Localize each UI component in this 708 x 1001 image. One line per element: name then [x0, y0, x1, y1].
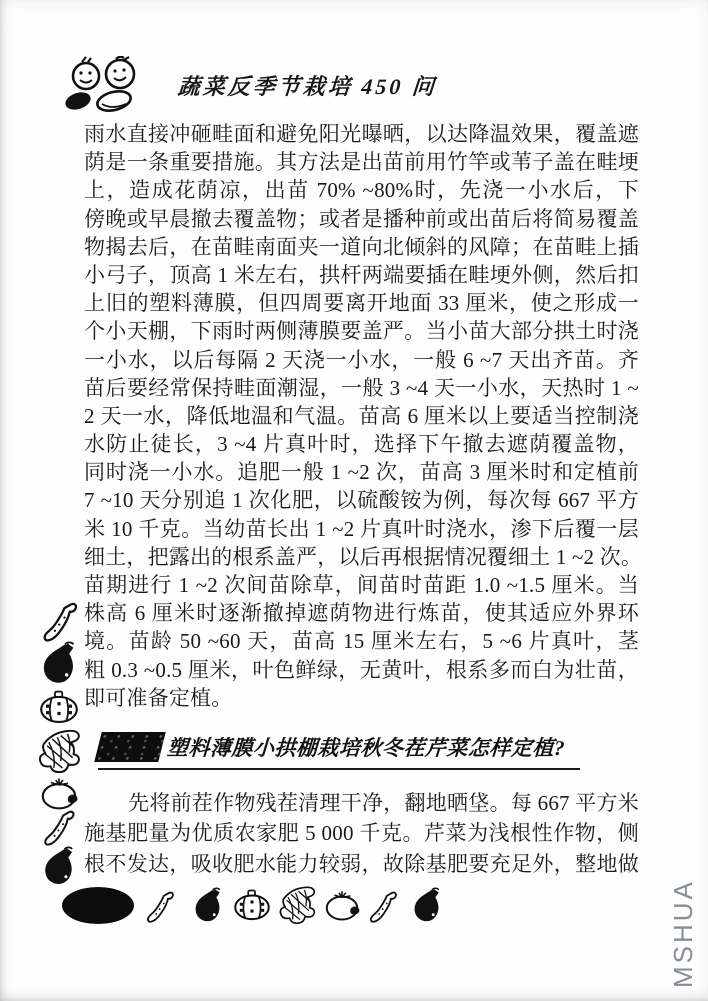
body-paragraph-1	[84, 120, 643, 712]
pumpkin-icon	[34, 690, 84, 724]
cucumber-icon	[40, 810, 80, 846]
cartoon-vegetable-faces-icon	[58, 56, 158, 114]
cucumber-icon	[138, 891, 184, 923]
text-line: 2 天一水，降低地温和气温。苗高 6 厘米以上要适当控制浇	[84, 403, 639, 428]
text-line: 7 ~10 天分别追 1 次化肥，以硫酸铵为例，每次每 667 平方	[84, 488, 639, 513]
text-line: 水防止徒长，3 ~4 片真叶时，选择下午撤去遮荫覆盖物，	[84, 432, 639, 457]
leaf-bundle-icon	[272, 884, 322, 924]
eggplant-icon	[36, 641, 82, 685]
eggplant-icon	[406, 887, 448, 923]
text-line: 施基肥量为优质农家肥 5 000 千克。芹菜为浅根性作物，侧	[84, 821, 639, 846]
text-line: 粗 0.3 ~0.5 厘米，叶色鲜绿，无黄叶，根系多而白为壮苗，	[84, 657, 639, 682]
text-line: 境。苗龄 50 ~60 天，苗高 15 厘米左右，5 ~6 片真叶，茎	[84, 629, 639, 654]
text-line: 先将前茬作物残茬清理干净，翻地晒垡。每 667 平方米	[128, 791, 639, 815]
text-line: 一小水，以后每隔 2 天浇一小水，一般 6 ~7 天出齐苗。齐	[84, 347, 639, 372]
body-paragraph-2	[84, 788, 639, 879]
eggplant-icon	[186, 887, 230, 923]
text-line: 上旧的塑料薄膜，但四周要离开地面 33 厘米，使之形成一	[84, 291, 639, 316]
text-line: 即可准备定植。	[84, 685, 233, 710]
text-line: 物揭去后，在苗畦南面夹一道向北倾斜的风障；在苗畦上插	[84, 234, 639, 259]
text-line: 苗期进行 1 ~2 次间苗除草，间苗时苗距 1.0 ~1.5 厘米。当	[84, 573, 639, 597]
text-line: 米 10 千克。当幼苗长出 1 ~2 片真叶时浇水，渗下后覆一层	[84, 516, 639, 541]
text-line: 细土，把露出的根系盖严，以后再根据情况覆细土 1 ~2 次。	[84, 544, 643, 569]
eggplant-icon	[36, 846, 82, 886]
question-heading	[98, 732, 580, 770]
text-line: 傍晚或早晨撤去覆盖物；或者是播种前或出苗后将简易覆盖	[84, 206, 639, 231]
tomato-icon	[323, 889, 361, 921]
publisher-watermark: MSHUA	[668, 879, 698, 988]
text-line: 根不发达，吸收肥水能力较弱，故除基肥要充足外，整地做	[84, 851, 639, 876]
text-line: 荫是一条重要措施。其方法是出苗前用竹竿或苇子盖在畦埂	[84, 150, 639, 175]
text-line: 雨水直接冲砸畦面和避免阳光曝晒，以达降温效果，覆盖遮	[84, 122, 639, 146]
leaf-bundle-icon	[34, 727, 84, 773]
text-line: 株高 6 厘米时逐渐撤掉遮荫物进行炼苗，使其适应外界环	[84, 601, 639, 626]
text-line: 上，造成花荫凉，出苗 70% ~80%时，先浇一小水后，下	[84, 178, 639, 203]
tomato-icon	[36, 776, 82, 810]
question-heading-text: 塑料薄膜小拱棚栽培秋冬茬芹菜怎样定植?	[166, 736, 566, 760]
text-line: 个小天棚，下雨时两侧薄膜要盖严。当小苗大部分拱土时浇	[84, 319, 639, 344]
black-ellipse	[62, 887, 134, 924]
book-title: 蔬菜反季节栽培 450 问	[177, 74, 438, 99]
cucumber-icon	[40, 602, 82, 642]
black-label-box	[94, 732, 165, 762]
text-line: 小弓子，顶高 1 米左右，拱杆两端要插在畦埂外侧，然后扣	[84, 262, 639, 287]
cucumber-icon	[362, 891, 406, 923]
pumpkin-icon	[232, 889, 272, 921]
text-line: 苗后要经常保持畦面潮湿，一般 3 ~4 天一小水，天热时 1 ~	[84, 375, 639, 400]
text-line: 同时浇一小水。追肥一般 1 ~2 次，苗高 3 厘米时和定植前	[84, 460, 639, 485]
